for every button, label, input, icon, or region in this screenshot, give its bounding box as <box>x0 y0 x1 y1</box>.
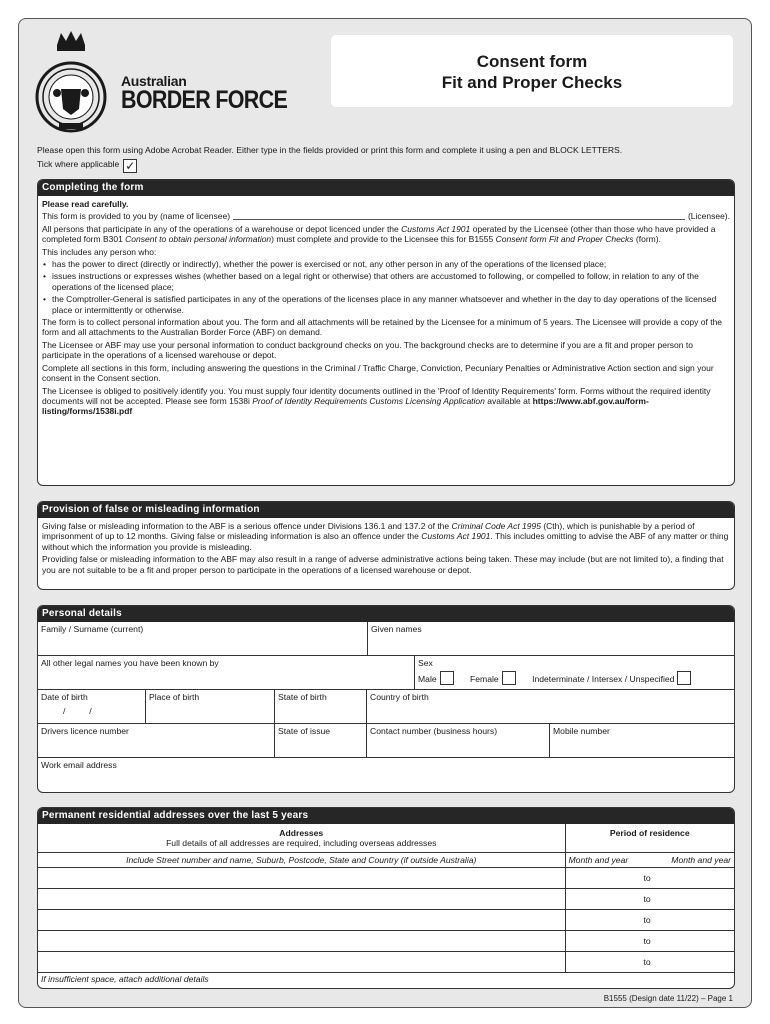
date-of-birth-field[interactable]: Date of birth / / <box>38 690 146 723</box>
bullet-list <box>42 259 730 315</box>
border-force-crest-logo <box>35 27 107 145</box>
place-of-birth-field[interactable]: Place of birth <box>146 690 275 723</box>
month-year-from: Month and year <box>565 852 655 867</box>
other-names-field[interactable]: All other legal names you have been known by <box>38 656 415 689</box>
paragraph: The Licensee or ABF may use your personal information to conduct background checks on you. The background checks are to determine if you are a fit and proper person to participate in the operations of a licensed warehouse or depot. <box>42 339 693 361</box>
table-row[interactable]: to <box>38 888 734 909</box>
form-title-box <box>331 35 733 107</box>
work-email-field[interactable]: Work email address <box>41 760 117 770</box>
paragraph: The Licensee is obliged to positively identify you. You must supply four identity documents outlined in the 'Proof of Identity Requirements' form. Forms without the required identity documents will not be accepted. Please see form 1538i Proof of Identity Requirements Customs Licensing Application available at https://www.abf.gov.au/form-listing/forms/1538i.pdf <box>42 385 711 417</box>
licensee-name-input[interactable] <box>233 214 685 220</box>
table-row[interactable]: to <box>38 951 734 972</box>
list-item: • issues instructions or expresses wishes (whether based on a legal right or otherwise) that others are accustomed to following, or compelled to follow, in relation to any of the operations of the licensed place; <box>42 271 730 292</box>
addresses-column-header: Addresses Full details of all addresses are required, including overseas addresses <box>38 824 565 852</box>
paragraph: Complete all sections in this form, including answering the questions in the Criminal / Traffic Charge, Conviction, Pecuniary Penalties or Administrative Action section and sign your consent in the Consent section. <box>42 362 714 384</box>
form-page <box>18 18 752 1008</box>
licensee-line <box>42 211 730 221</box>
section-header: Completing the form <box>38 180 734 196</box>
paragraph: This includes any person who: <box>42 246 157 257</box>
state-of-issue-field[interactable]: State of issue <box>275 724 367 757</box>
month-year-to: Month and year <box>655 852 734 867</box>
addresses-table <box>38 824 734 986</box>
male-label: Male <box>418 674 437 684</box>
read-carefully: Please read carefully. <box>42 199 129 209</box>
paragraph: The form is to collect personal information about you. The form and all attachments will be retained by the Licensee for a minimum of 5 years. The Licensee will provide a copy of the form and all attachments to the Australian Border Force (ABF) on demand. <box>42 317 723 338</box>
brand-name-line1: Australian <box>121 73 187 89</box>
form-title-line1: Consent form <box>476 52 588 71</box>
sex-label: Sex <box>418 658 433 668</box>
male-checkbox[interactable] <box>440 671 454 685</box>
intro-line2 <box>37 157 622 173</box>
section-header: Provision of false or misleading information <box>38 502 734 518</box>
paragraph: All persons that participate in any of the operations of a warehouse or depot licenced under the Customs Act 1901 operated by the Licensee (other than those who have provided a completed form B301 Consent to obtain personal information) must complete and provide to the Licensee this for B1555 Consent form Fit and Proper Checks (form). <box>42 223 716 245</box>
licensee-prefix: This form is provided to you by (name of licensee) <box>42 211 231 222</box>
personal-details-section <box>37 605 735 793</box>
false-information-section <box>37 501 735 590</box>
brand-name-line2: BORDER FORCE <box>121 86 288 114</box>
given-names-field[interactable]: Given names <box>371 624 422 634</box>
intro-instructions <box>37 143 622 173</box>
include-line: Include Street number and name, Suburb, Postcode, State and Country (if outside Australia) <box>38 852 565 867</box>
indeterminate-checkbox[interactable] <box>677 671 691 685</box>
tick-example-checkbox: ✓ <box>125 159 136 173</box>
form-title-line2: Fit and Proper Checks <box>441 73 623 92</box>
indeterminate-label: Indeterminate / Intersex / Unspecified <box>532 674 675 684</box>
insufficient-space-note: If insufficient space, attach additional details <box>38 972 734 986</box>
mobile-number-field[interactable]: Mobile number <box>553 726 610 736</box>
drivers-licence-field[interactable]: Drivers licence number <box>38 724 275 757</box>
period-column-header: Period of residence <box>565 824 734 852</box>
section-header: Personal details <box>38 606 734 622</box>
addresses-section <box>37 807 735 989</box>
tick-label: Tick where applicable <box>37 159 120 169</box>
table-row[interactable]: to <box>38 867 734 888</box>
table-row[interactable]: to <box>38 909 734 930</box>
paragraph: Providing false or misleading information to the ABF may also result in a range of adverse administrative actions being taken. These may include (but are not limited to), a finding that you are not suitable to be a fit and proper person to participate in the operations of a licensed warehouse or depot. <box>42 554 724 575</box>
sex-field <box>415 656 734 689</box>
state-of-birth-field[interactable]: State of birth <box>275 690 367 723</box>
contact-number-field[interactable]: Contact number (business hours) <box>367 724 550 757</box>
list-item: • the Comptroller-General is satisfied participates in any of the operations of the licenses place in any manner whatsoever and whether in the day to day operations of the licensed place or intermittently or otherwise. <box>42 294 730 315</box>
page-footer: B1555 (Design date 11/22) – Page 1 <box>603 994 733 1003</box>
licensee-suffix: (Licensee). <box>687 211 730 222</box>
form-link[interactable]: https://www.abf.gov.au/form-listing/forms/1538i.pdf <box>42 395 649 417</box>
country-of-birth-field[interactable]: Country of birth <box>370 692 429 702</box>
list-item: • has the power to direct (directly or indirectly), whether the power is exercised or not, any other person in any of the operations of the licensed place; <box>42 259 730 269</box>
surname-field[interactable]: Family / Surname (current) <box>38 622 368 655</box>
completing-form-section <box>37 179 735 486</box>
female-checkbox[interactable] <box>502 671 516 685</box>
table-row[interactable]: to <box>38 930 734 951</box>
female-label: Female <box>470 674 499 684</box>
section-header: Permanent residential addresses over the last 5 years <box>38 808 734 824</box>
paragraph: Giving false or misleading information to the ABF is a serious offence under Divisions 136.1 and 137.2 of the Criminal Code Act 1995 (Cth), which is punishable by a period of imprisonment of up to 12 months. Giving false or misleading information is also an offence under the Customs Act 1901. This includes omitting to advise the ABF of any matter or thing without which the information you provide is misleading. <box>42 521 729 552</box>
intro-line1: Please open this form using Adobe Acrobat Reader. Either type in the fields provided or print this form and complete it using a pen and BLOCK LETTERS. <box>37 145 623 155</box>
